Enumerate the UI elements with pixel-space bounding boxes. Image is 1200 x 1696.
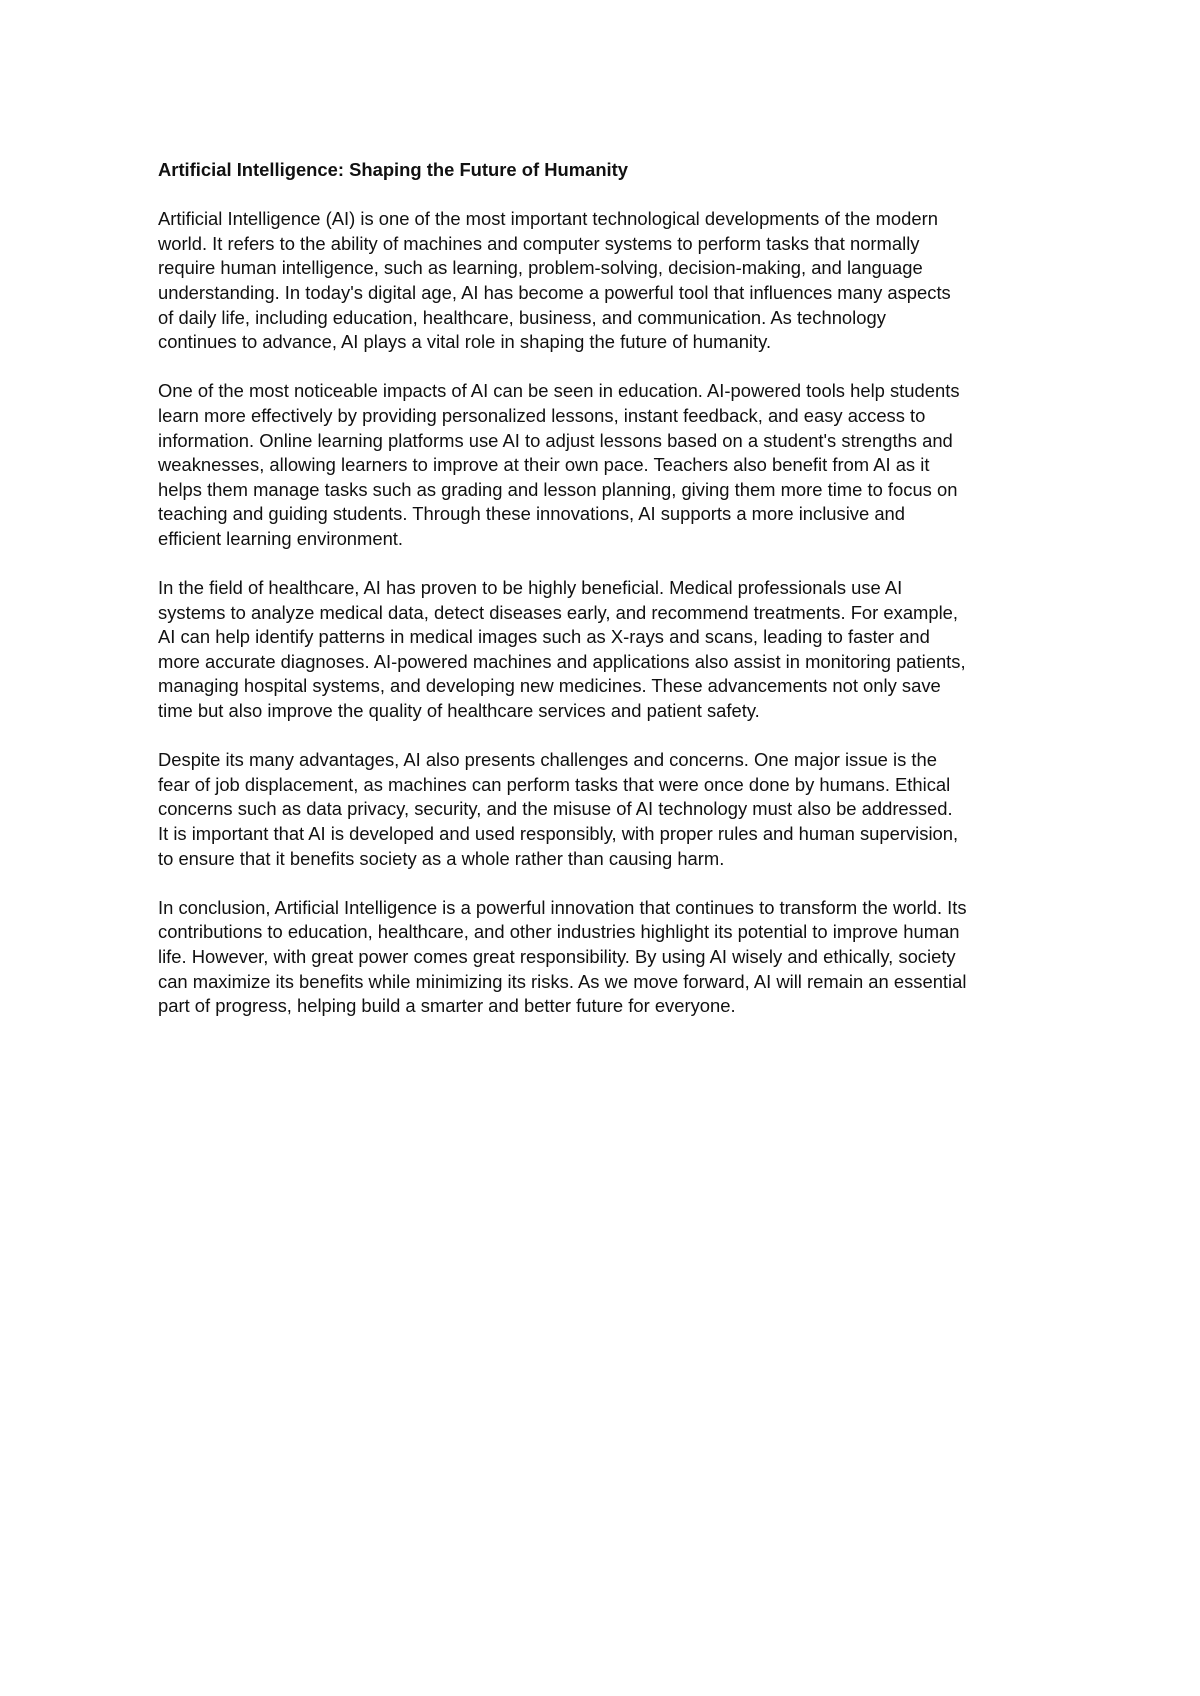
text-line: information. Online learning platforms use AI to adjust lessons based on a student's strengths and — [158, 429, 953, 451]
text-line: to ensure that it benefits society as a whole rather than causing harm. — [158, 847, 725, 869]
text-line: concerns such as data privacy, security, and the misuse of AI technology must also be addressed. — [158, 798, 953, 820]
text-line: world. It refers to the ability of machines and computer systems to perform tasks that normally — [158, 232, 920, 254]
text-line: helps them manage tasks such as grading and lesson planning, giving them more time to focus on — [158, 478, 958, 500]
paragraph-introduction — [158, 207, 1058, 355]
text-line: AI can help identify patterns in medical images such as X-rays and scans, leading to faster and — [158, 626, 930, 648]
paragraph-challenges — [158, 748, 1058, 871]
paragraph-education — [158, 379, 1058, 551]
text-line: managing hospital systems, and developing new medicines. These advancements not only save — [158, 675, 941, 697]
text-line: systems to analyze medical data, detect diseases early, and recommend treatments. For example, — [158, 601, 959, 623]
text-line: teaching and guiding students. Through these innovations, AI supports a more inclusive and — [158, 503, 906, 525]
text-line: Artificial Intelligence (AI) is one of the most important technological developments of the modern — [158, 208, 938, 230]
text-line: fear of job displacement, as machines can perform tasks that were once done by humans. Ethical — [158, 773, 951, 795]
text-line: Despite its many advantages, AI also presents challenges and concerns. One major issue is the — [158, 749, 937, 771]
text-line: require human intelligence, such as learning, problem-solving, decision-making, and language — [158, 257, 923, 279]
text-line: part of progress, helping build a smarter and better future for everyone. — [158, 995, 736, 1017]
text-line: One of the most noticeable impacts of AI can be seen in education. AI-powered tools help students — [158, 380, 960, 402]
text-line: efficient learning environment. — [158, 527, 404, 549]
paragraph-healthcare — [158, 576, 1058, 724]
text-line: contributions to education, healthcare, and other industries highlight its potential to improve human — [158, 921, 960, 943]
text-line: life. However, with great power comes great responsibility. By using AI wisely and ethically, society — [158, 946, 956, 967]
text-line: In the field of healthcare, AI has proven to be highly beneficial. Medical professionals use AI — [158, 577, 903, 599]
text-line: time but also improve the quality of healthcare services and patient safety. — [158, 700, 760, 722]
text-line: weaknesses, allowing learners to improve at their own pace. Teachers also benefit from AI as it — [158, 454, 930, 476]
text-line: It is important that AI is developed and used responsibly, with proper rules and human supervision, — [158, 823, 959, 845]
text-line: of daily life, including education, healthcare, business, and communication. As technology — [158, 306, 886, 328]
paragraph-conclusion — [158, 896, 1058, 1019]
document-body — [158, 158, 1058, 1043]
document-title: Artificial Intelligence: Shaping the Future of Humanity — [158, 159, 629, 180]
text-line: understanding. In today's digital age, AI has become a powerful tool that influences many aspects — [158, 281, 951, 303]
text-line: more accurate diagnoses. AI-powered machines and applications also assist in monitoring patients, — [158, 650, 966, 672]
text-line: can maximize its benefits while minimizing its risks. As we move forward, AI will remain an essential — [158, 970, 967, 992]
text-line: learn more effectively by providing personalized lessons, instant feedback, and easy access to — [158, 404, 926, 426]
text-line: In conclusion, Artificial Intelligence is a powerful innovation that continues to transform the world. Its — [158, 896, 967, 918]
text-line: continues to advance, AI plays a vital role in shaping the future of humanity. — [158, 331, 772, 353]
